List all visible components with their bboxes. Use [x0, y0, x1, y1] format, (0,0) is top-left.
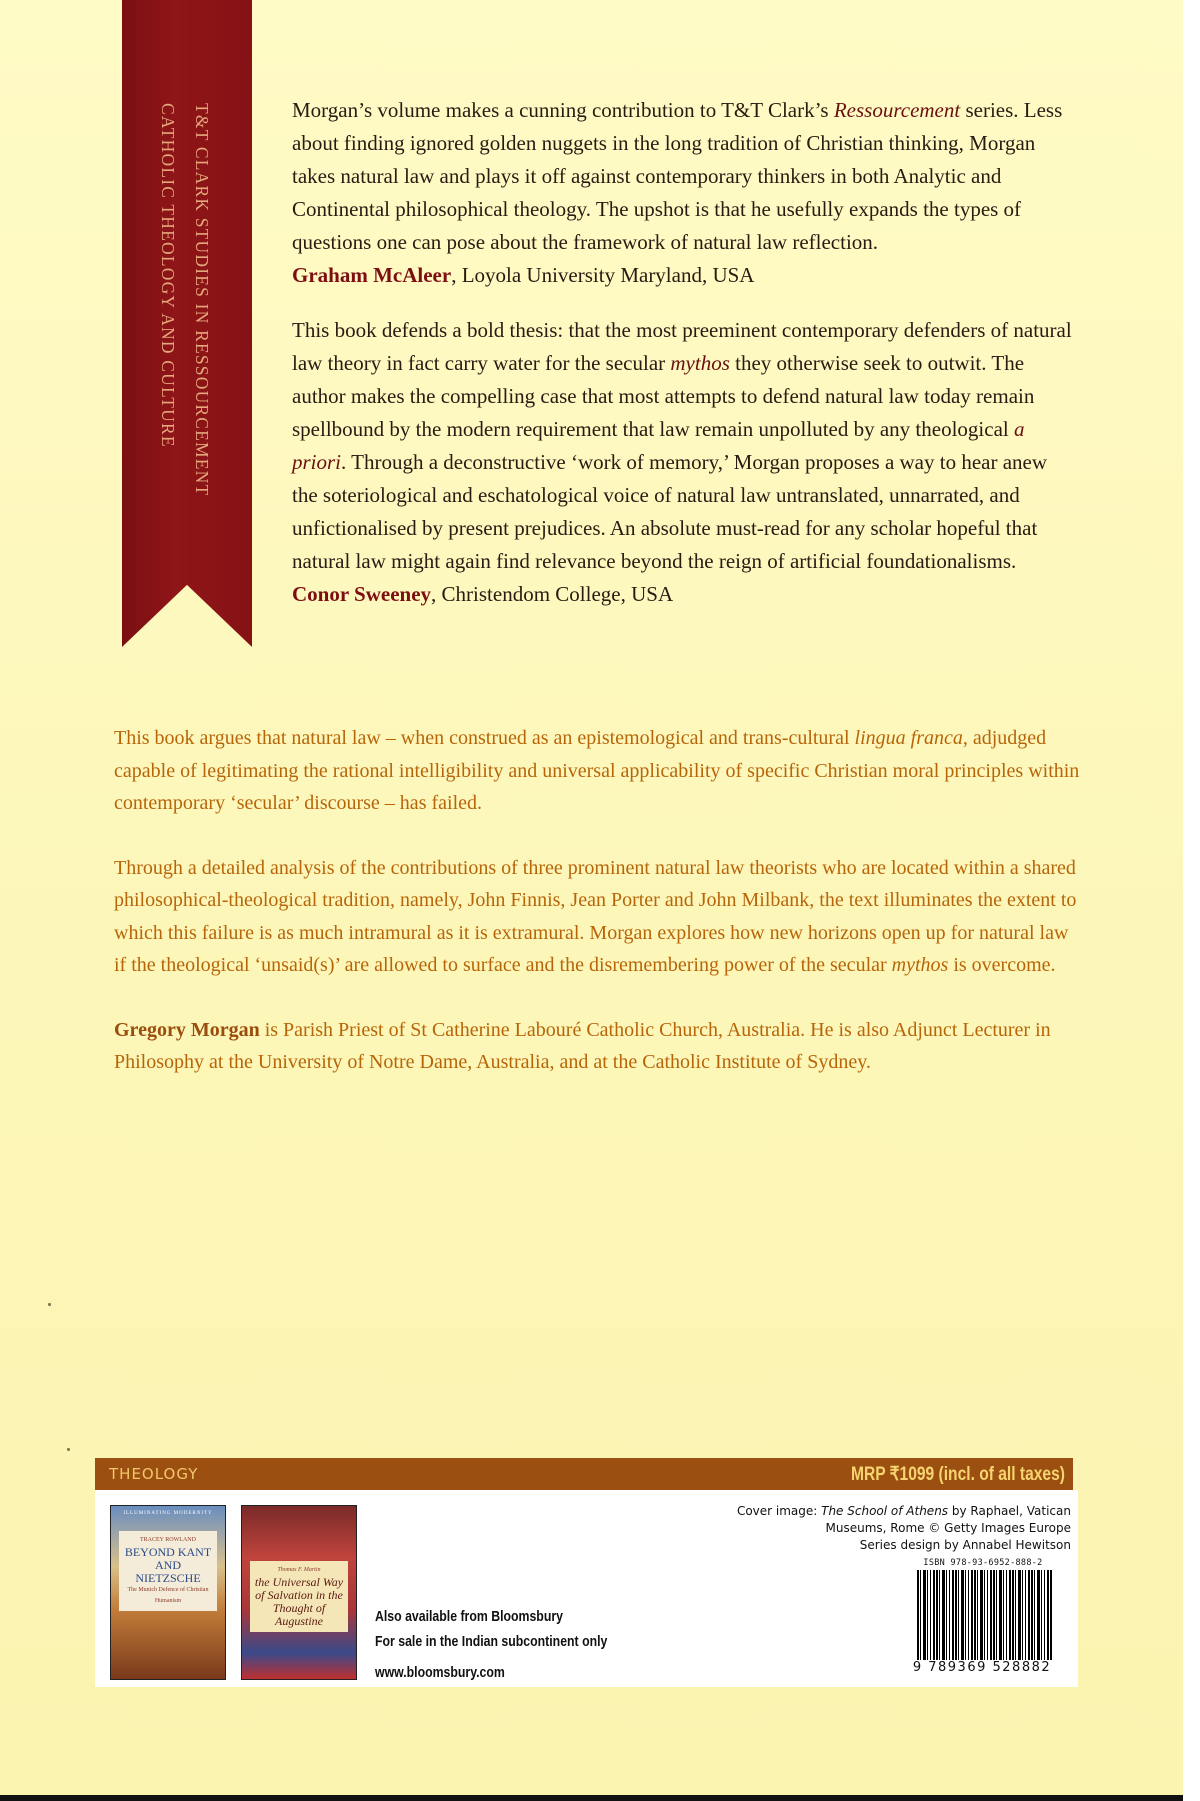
author-bio: Gregory Morgan is Parish Priest of St Catherine Labouré Catholic Church, Australia. He is also Adjunct Lecturer in Philosophy at the University of Notre Dame, Australia, and at the Catholic Institute of Sydney. — [114, 1018, 1051, 1073]
category-label: THEOLOGY — [109, 1465, 199, 1483]
related-book-title: the Universal Way of Salvation in the Thought of Augustine — [254, 1575, 344, 1628]
publisher-panel — [95, 1490, 1078, 1687]
related-book-cover-1: ILLUMINATING MODERNITY TRACEY ROWLAND BEYOND KANT AND NIETZSCHE The Munich Defence of Christian Humanism — [110, 1505, 226, 1680]
author-name: Gregory Morgan — [114, 1018, 260, 1041]
series-name-italic: Ressourcement — [833, 98, 961, 122]
series-ribbon — [122, 0, 252, 647]
availability-info: Also available from Bloomsbury For sale in the Indian subcontinent only www.bloomsbury.com — [375, 1604, 607, 1685]
book-description — [114, 722, 1084, 1111]
description-paragraph-2: Through a detailed analysis of the contributions of three prominent natural law theorists who are located within a shared philosophical-theological tradition, namely, John Finnis, Jean Porter and John Milbank, the text illuminates the extent to which this failure is as much intramural as it is extramural. Morgan explores how new horizons open up for natural law if the theological ‘unsaid(s)’ are allowed to surface and the disremembering power of the secular mythos is overcome. — [114, 856, 1077, 976]
review-1-attribution: Graham McAleer, Loyola University Maryland, USA — [292, 263, 755, 287]
isbn-label: ISBN 978-93-6952-888-2 — [923, 1558, 1043, 1568]
endorsements — [292, 94, 1072, 611]
publisher-url[interactable]: www.bloomsbury.com — [375, 1664, 505, 1681]
review-2-text: This book defends a bold thesis: that the most preeminent contemporary defenders of natural law theory in fact carry water for the secular mythos they otherwise seek to outwit. The author makes the compelling case that most attempts to defend natural law today remain spellbound by the modern requirement that law remain unpolluted by any theological a priori. Through a deconstructive ‘work of memory,’ Morgan proposes a way to hear anew the soteriological and eschatological voice of natural law untranslated, unnarrated, and unfictionalised by present prejudices. An absolute must-read for any scholar hopeful that natural law might again find relevance beyond the reign of artificial foundationalisms. — [292, 318, 1072, 573]
related-book-cover-2: Thomas F. Martin the Universal Way of Salvation in the Thought of Augustine — [241, 1505, 357, 1680]
related-book-title: BEYOND KANT AND NIETZSCHE — [124, 1545, 212, 1585]
reviewer-name: Graham McAleer — [292, 263, 452, 287]
reviewer-name: Conor Sweeney — [292, 582, 432, 606]
price-label: MRP ₹1099 (incl. of all taxes) — [851, 1463, 1065, 1485]
series-title-line1: T&T CLARK STUDIES IN RESSOURCEMENT — [192, 103, 212, 497]
speck — [67, 1448, 70, 1451]
barcode-digits: 9 789369 528882 — [907, 1660, 1057, 1676]
speck — [48, 1303, 51, 1306]
category-price-banner — [95, 1458, 1073, 1490]
page-bottom-edge — [0, 1795, 1183, 1801]
series-title-line2: CATHOLIC THEOLOGY AND CULTURE — [158, 103, 178, 448]
cover-credits: Cover image: The School of Athens by Raphael, Vatican Museums, Rome © Getty Images Europe Series design by Annabel Hewitson — [736, 1504, 1071, 1552]
review-1-text: Morgan’s volume makes a cunning contribution to T&T Clark’s Ressourcement series. Less about finding ignored golden nuggets in the long tradition of Christian thinking, Morgan takes natural law and plays it off against contemporary thinkers in both Analytic and Continental philosophical theology. The upshot is that he usefully expands the types of questions one can pose about the framework of natural law reflection. — [292, 98, 1063, 254]
review-2-attribution: Conor Sweeney, Christendom College, USA — [292, 582, 674, 606]
barcode-icon — [917, 1570, 1053, 1662]
description-paragraph-1: This book argues that natural law – when construed as an epistemological and trans-cultural lingua franca, adjudged capable of legitimating the rational intelligibility and universal applicability of specific Christian moral principles within contemporary ‘secular’ discourse – has failed. — [114, 727, 1080, 814]
